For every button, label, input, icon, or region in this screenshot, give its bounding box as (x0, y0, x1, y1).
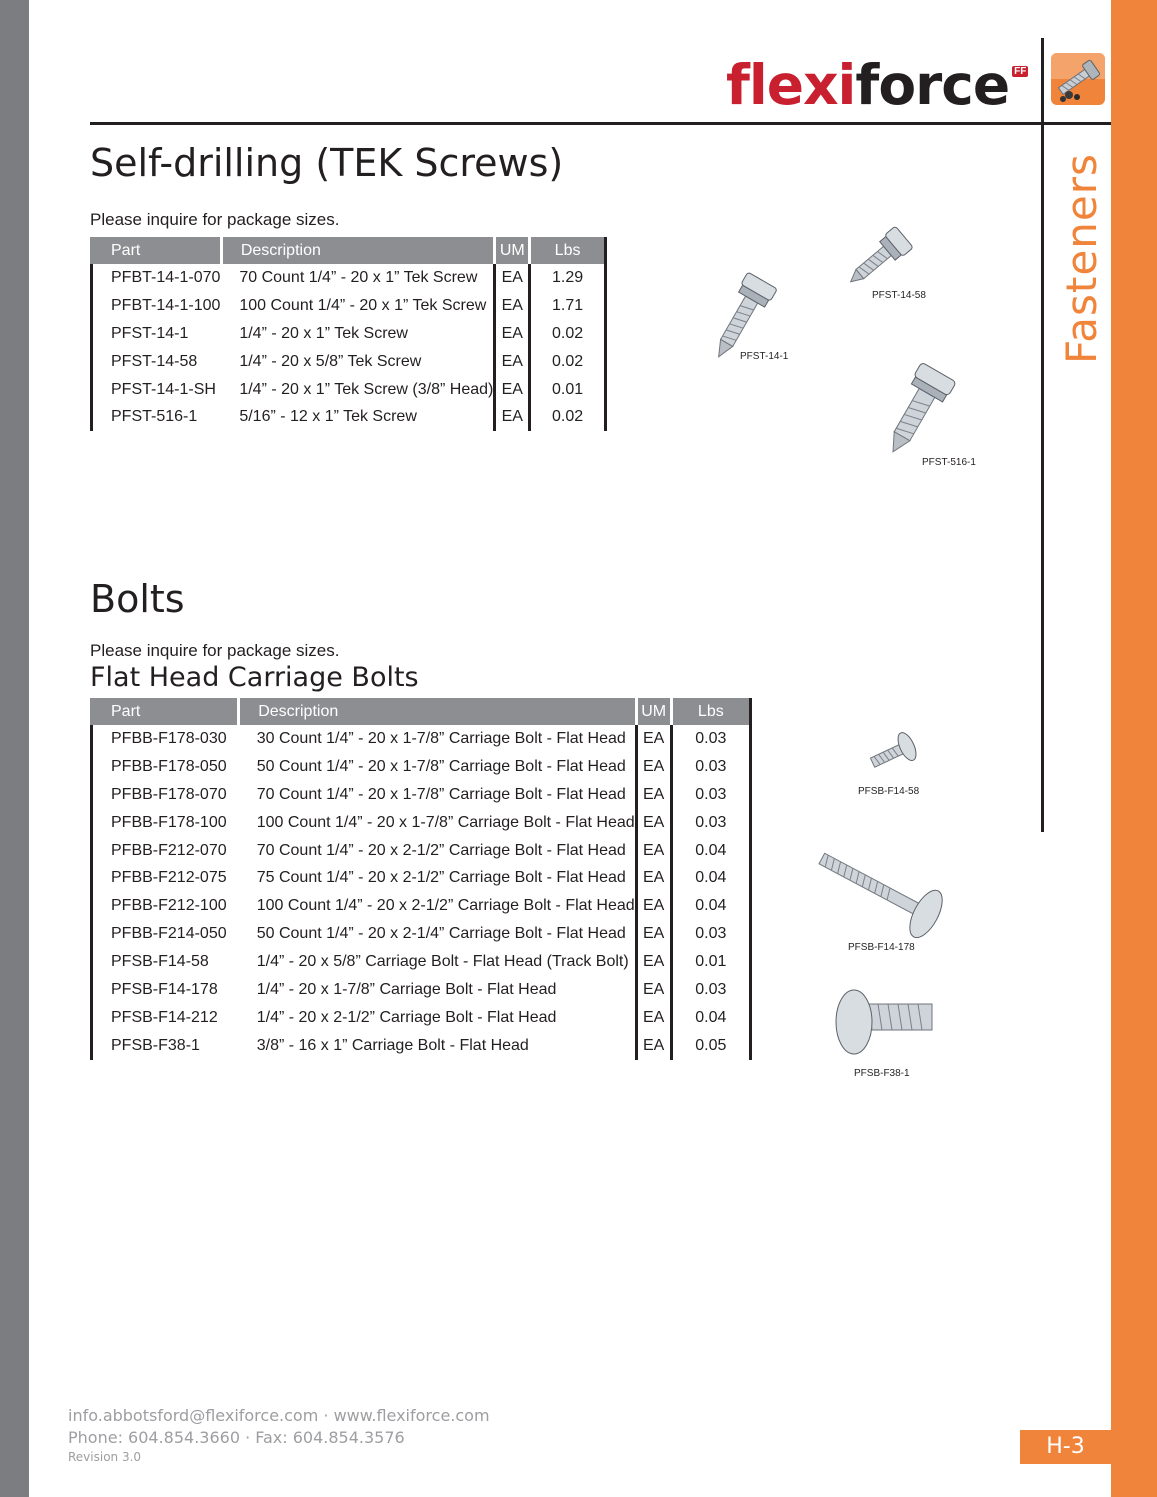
cell-description: 70 Count 1/4” - 20 x 1” Tek Screw (221, 264, 495, 292)
table-row (92, 864, 751, 892)
cell-description: 100 Count 1/4” - 20 x 1-7/8” Carriage Bolt - Flat Head (239, 809, 636, 837)
image-caption-pfsb-f14-178: PFSB-F14-178 (848, 942, 915, 953)
column-header-description: Description (221, 237, 495, 264)
cell-description: 1/4” - 20 x 1-7/8” Carriage Bolt - Flat Head (239, 976, 636, 1004)
cell-lbs: 0.03 (671, 753, 750, 781)
cell-lbs: 0.02 (530, 348, 606, 376)
image-caption-pfsb-f14-58: PFSB-F14-58 (858, 786, 920, 797)
cell-lbs: 0.04 (671, 837, 750, 865)
cell-lbs: 0.01 (671, 948, 750, 976)
cell-lbs: 1.71 (530, 292, 606, 320)
screw-image-pfst-14-58 (838, 224, 920, 292)
cell-um: EA (495, 348, 530, 376)
cell-part: PFBB-F178-070 (92, 781, 239, 809)
cell-um: EA (495, 264, 530, 292)
footer-phone: Phone: 604.854.3660 · Fax: 604.854.3576 (68, 1428, 405, 1447)
cell-um: EA (636, 781, 671, 809)
cell-description: 1/4” - 20 x 1” Tek Screw (221, 320, 495, 348)
tek-screw-table (90, 237, 607, 431)
cell-um: EA (495, 403, 530, 431)
cell-part: PFBB-F212-070 (92, 837, 239, 865)
left-margin-bar (0, 0, 29, 1497)
table-row (92, 348, 606, 376)
image-caption-pfst-14-1: PFST-14-1 (740, 351, 789, 362)
cell-lbs: 0.04 (671, 892, 750, 920)
cell-part: PFBB-F214-050 (92, 920, 239, 948)
cell-description: 30 Count 1/4” - 20 x 1-7/8” Carriage Bolt - Flat Head (239, 725, 636, 753)
tek-section-note: Please inquire for package sizes. (90, 210, 340, 229)
bolts-section-note: Please inquire for package sizes. (90, 641, 340, 660)
screw-image-pfst-516-1 (866, 356, 966, 468)
cell-description: 100 Count 1/4” - 20 x 2-1/2” Carriage Bolt - Flat Head (239, 892, 636, 920)
logo-badge: FF (1014, 66, 1027, 77)
cell-part: PFBT-14-1-070 (92, 264, 222, 292)
cell-lbs: 0.03 (671, 976, 750, 1004)
table-row (92, 781, 751, 809)
tek-section-title: Self-drilling (TEK Screws) (90, 141, 564, 185)
table-row (92, 1004, 751, 1032)
cell-part: PFBB-F178-100 (92, 809, 239, 837)
bolt-image-pfsb-f14-58 (862, 724, 924, 780)
cell-part: PFBT-14-1-100 (92, 292, 222, 320)
cell-lbs: 0.01 (530, 376, 606, 404)
header-rule (90, 122, 1111, 125)
carriage-bolt-table (90, 698, 752, 1060)
cell-description: 1/4” - 20 x 1” Tek Screw (3/8” Head) (221, 376, 495, 404)
cell-um: EA (636, 948, 671, 976)
cell-um: EA (636, 1032, 671, 1060)
cell-description: 70 Count 1/4” - 20 x 2-1/2” Carriage Bolt - Flat Head (239, 837, 636, 865)
cell-lbs: 0.05 (671, 1032, 750, 1060)
cell-um: EA (636, 976, 671, 1004)
table-header-row (92, 237, 606, 264)
table-row (92, 292, 606, 320)
table-row (92, 976, 751, 1004)
table-row (92, 892, 751, 920)
cell-part: PFBB-F178-050 (92, 753, 239, 781)
bolts-section-title: Bolts (90, 577, 185, 621)
column-header-lbs: Lbs (671, 698, 750, 725)
table-row (92, 837, 751, 865)
table-row (92, 403, 606, 431)
screw-icon (1051, 53, 1105, 105)
cell-lbs: 0.03 (671, 920, 750, 948)
cell-part: PFBB-F212-100 (92, 892, 239, 920)
cell-description: 50 Count 1/4” - 20 x 2-1/4” Carriage Bolt - Flat Head (239, 920, 636, 948)
cell-description: 70 Count 1/4” - 20 x 1-7/8” Carriage Bolt - Flat Head (239, 781, 636, 809)
cell-part: PFST-14-58 (92, 348, 222, 376)
image-caption-pfst-14-58: PFST-14-58 (872, 290, 926, 301)
image-caption-pfsb-f38-1: PFSB-F38-1 (854, 1068, 910, 1079)
cell-lbs: 0.03 (671, 725, 750, 753)
cell-um: EA (636, 809, 671, 837)
column-header-um: UM (636, 698, 671, 725)
logo-word-force: force (855, 53, 1010, 117)
bolts-subsection-title: Flat Head Carriage Bolts (90, 662, 419, 693)
cell-lbs: 0.03 (671, 781, 750, 809)
cell-lbs: 0.03 (671, 809, 750, 837)
cell-part: PFBB-F212-075 (92, 864, 239, 892)
table-row (92, 948, 751, 976)
cell-part: PFSB-F14-178 (92, 976, 239, 1004)
footer-contact: info.abbotsford@flexiforce.com · www.flexiforce.com (68, 1406, 490, 1425)
table-row (92, 753, 751, 781)
bolt-image-pfsb-f38-1 (830, 984, 938, 1060)
logo-word-flexi: flexi (726, 53, 856, 117)
cell-part: PFST-14-1-SH (92, 376, 222, 404)
cell-um: EA (495, 292, 530, 320)
cell-um: EA (495, 376, 530, 404)
cell-lbs: 0.02 (530, 320, 606, 348)
cell-description: 100 Count 1/4” - 20 x 1” Tek Screw (221, 292, 495, 320)
table-header-row (92, 698, 751, 725)
cell-description: 50 Count 1/4” - 20 x 1-7/8” Carriage Bolt - Flat Head (239, 753, 636, 781)
cell-lbs: 1.29 (530, 264, 606, 292)
cell-um: EA (636, 892, 671, 920)
cell-um: EA (495, 320, 530, 348)
cell-um: EA (636, 864, 671, 892)
cell-um: EA (636, 753, 671, 781)
cell-part: PFSB-F14-212 (92, 1004, 239, 1032)
cell-part: PFSB-F38-1 (92, 1032, 239, 1060)
cell-lbs: 0.04 (671, 864, 750, 892)
cell-part: PFBB-F178-030 (92, 725, 239, 753)
cell-lbs: 0.04 (671, 1004, 750, 1032)
table-row (92, 264, 606, 292)
column-header-part: Part (92, 698, 239, 725)
table-row (92, 320, 606, 348)
flexiforce-logo (726, 52, 1028, 118)
table-row (92, 376, 606, 404)
cell-um: EA (636, 920, 671, 948)
cell-lbs: 0.02 (530, 403, 606, 431)
cell-description: 1/4” - 20 x 5/8” Tek Screw (221, 348, 495, 376)
image-caption-pfst-516-1: PFST-516-1 (922, 457, 976, 468)
cell-description: 3/8” - 16 x 1” Carriage Bolt - Flat Head (239, 1032, 636, 1060)
page-number: H-3 (1020, 1430, 1111, 1464)
vertical-divider (1041, 38, 1044, 832)
table-row (92, 920, 751, 948)
column-header-lbs: Lbs (530, 237, 606, 264)
cell-um: EA (636, 1004, 671, 1032)
cell-part: PFST-14-1 (92, 320, 222, 348)
category-side-tab (1111, 0, 1157, 1497)
cell-description: 75 Count 1/4” - 20 x 2-1/2” Carriage Bolt - Flat Head (239, 864, 636, 892)
cell-part: PFSB-F14-58 (92, 948, 239, 976)
table-row (92, 809, 751, 837)
bolt-image-pfsb-f14-178 (808, 842, 954, 938)
cell-description: 5/16” - 12 x 1” Tek Screw (221, 403, 495, 431)
cell-description: 1/4” - 20 x 5/8” Carriage Bolt - Flat Head (Track Bolt) (239, 948, 636, 976)
cell-um: EA (636, 725, 671, 753)
table-row (92, 1032, 751, 1060)
column-header-description: Description (239, 698, 636, 725)
cell-description: 1/4” - 20 x 2-1/2” Carriage Bolt - Flat Head (239, 1004, 636, 1032)
side-tab-label: Fasteners (1057, 153, 1106, 364)
cell-part: PFST-516-1 (92, 403, 222, 431)
column-header-um: UM (495, 237, 530, 264)
table-row (92, 725, 751, 753)
cell-um: EA (636, 837, 671, 865)
footer-revision: Revision 3.0 (68, 1450, 142, 1464)
column-header-part: Part (92, 237, 222, 264)
